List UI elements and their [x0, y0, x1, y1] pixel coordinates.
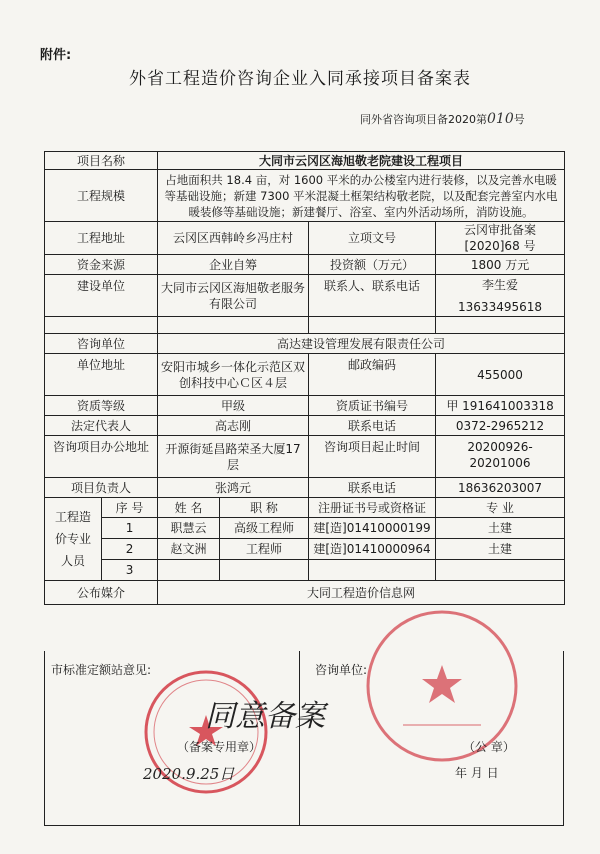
project-name: 大同市云冈区海旭敬老院建设工程项目	[158, 152, 565, 170]
builder-label: 建设单位	[45, 275, 158, 317]
row-rep	[45, 416, 565, 436]
contact-cell	[436, 275, 565, 317]
period: 20200926-20201006	[436, 436, 565, 478]
staff-name: 职慧云	[158, 518, 220, 539]
attachment-label: 附件:	[40, 48, 72, 63]
staff-major: 土建	[436, 539, 565, 560]
row-office	[45, 436, 565, 478]
invest-amount: 1800 万元	[436, 255, 565, 275]
approval-label: 立项文号	[309, 222, 436, 255]
left-date: 2020.9.25日	[143, 765, 235, 783]
staff-title: 高级工程师	[220, 518, 309, 539]
handwritten-signature: 同意备案	[205, 699, 325, 734]
project-address: 云冈区西韩岭乡冯庄村	[158, 222, 309, 255]
grade-label: 资质等级	[45, 396, 158, 416]
cert-number: 甲 191641003318	[436, 396, 565, 416]
consult-unit: 高达建设管理发展有限责任公司	[158, 334, 565, 354]
rep-phone: 0372-2965212	[436, 416, 565, 436]
staff-header-no: 序 号	[102, 498, 158, 518]
staff-cert: 建[造]01410000964	[309, 539, 436, 560]
right-date: 年 月 日	[455, 766, 499, 780]
record-table	[44, 151, 565, 605]
consult-addr: 安阳市城乡一体化示范区双创科技中心Ｃ区４层	[158, 354, 309, 396]
period-label: 咨询项目起止时间	[309, 436, 436, 478]
project-name-label: 项目名称	[45, 152, 158, 170]
record-seal-caption: （备案专用章）	[177, 740, 262, 754]
contact-label: 联系人、联系电话	[309, 275, 436, 317]
staff-cert	[309, 560, 436, 581]
rep-name: 高志刚	[158, 416, 309, 436]
staff-header-major: 专 业	[436, 498, 565, 518]
row-address	[45, 222, 565, 255]
section-divider	[299, 651, 300, 825]
scale-label: 工程规模	[45, 170, 158, 222]
staff-major	[436, 560, 565, 581]
form-title: 外省工程造价咨询企业入同承接项目备案表	[129, 69, 471, 89]
staff-header-cert: 注册证书号或资格证	[309, 498, 436, 518]
row-consult-unit	[45, 334, 565, 354]
staff-no: 2	[102, 539, 158, 560]
office-address: 开源街延昌路荣圣大厦17层	[158, 436, 309, 478]
staff-row	[45, 560, 565, 581]
row-builder	[45, 275, 565, 317]
postcode: 455000	[436, 354, 565, 396]
staff-major: 土建	[436, 518, 565, 539]
staff-header-name: 姓 名	[158, 498, 220, 518]
row-blank	[45, 317, 565, 334]
record-handwritten: 010	[487, 111, 514, 127]
leader-phone-label: 联系电话	[309, 478, 436, 498]
invest-label: 投资额（万元）	[309, 255, 436, 275]
address-label: 工程地址	[45, 222, 158, 255]
staff-header-row	[45, 498, 565, 518]
contact-phone: 13633495618	[458, 299, 543, 314]
staff-no: 3	[102, 560, 158, 581]
rep-phone-label: 联系电话	[309, 416, 436, 436]
builder-name: 大同市云冈区海旭敬老服务有限公司	[158, 275, 309, 317]
staff-row	[45, 539, 565, 560]
rep-label: 法定代表人	[45, 416, 158, 436]
record-number	[360, 111, 525, 127]
staff-name: 赵文洲	[158, 539, 220, 560]
postcode-label: 邮政编码	[309, 354, 436, 396]
staff-name	[158, 560, 220, 581]
scale-text: 占地面积共 18.4 亩，对 1600 平米的办公楼室内进行装修，以及完善水电暖等基础设施；新建 7300 平米混凝土框架结构敬老院，以及配套完善室内水电暖装修等基础设施；新建餐厅、浴室、室内外活动场所，消防设施。	[158, 170, 565, 222]
row-leader	[45, 478, 565, 498]
company-seal-caption: （公 章）	[463, 740, 515, 754]
staff-group-label: 工程造价专业人员	[45, 498, 102, 581]
consult-unit-label: 咨询单位	[45, 334, 158, 354]
leader-phone: 18636203007	[436, 478, 565, 498]
consult-unit-sign-label: 咨询单位:	[315, 663, 368, 677]
staff-title: 工程师	[220, 539, 309, 560]
approval-section	[44, 651, 564, 826]
record-prefix: 同外省咨询项目备2020第	[360, 113, 487, 126]
publish-media: 大同工程造价信息网	[158, 581, 565, 605]
row-grade	[45, 396, 565, 416]
grade: 甲级	[158, 396, 309, 416]
publish-label: 公布媒介	[45, 581, 158, 605]
leader-name: 张鸿元	[158, 478, 309, 498]
record-suffix: 号	[513, 113, 525, 126]
row-project-name	[45, 152, 565, 170]
staff-cert: 建[造]01410000199	[309, 518, 436, 539]
fund-label: 资金来源	[45, 255, 158, 275]
row-consult-addr	[45, 354, 565, 396]
row-publish	[45, 581, 565, 605]
office-label: 咨询项目办公地址	[45, 436, 158, 478]
fund-source: 企业自筹	[158, 255, 309, 275]
approval-number: 云冈审批备案[2020]68 号	[436, 222, 565, 255]
staff-row	[45, 518, 565, 539]
contact-name: 李生爱	[482, 277, 519, 292]
quota-station-opinion-label: 市标准定额站意见:	[51, 663, 152, 677]
staff-header-title: 职 称	[220, 498, 309, 518]
cert-label: 资质证书编号	[309, 396, 436, 416]
staff-title	[220, 560, 309, 581]
row-scale	[45, 170, 565, 222]
staff-no: 1	[102, 518, 158, 539]
consult-addr-label: 单位地址	[45, 354, 158, 396]
leader-label: 项目负责人	[45, 478, 158, 498]
row-fund	[45, 255, 565, 275]
